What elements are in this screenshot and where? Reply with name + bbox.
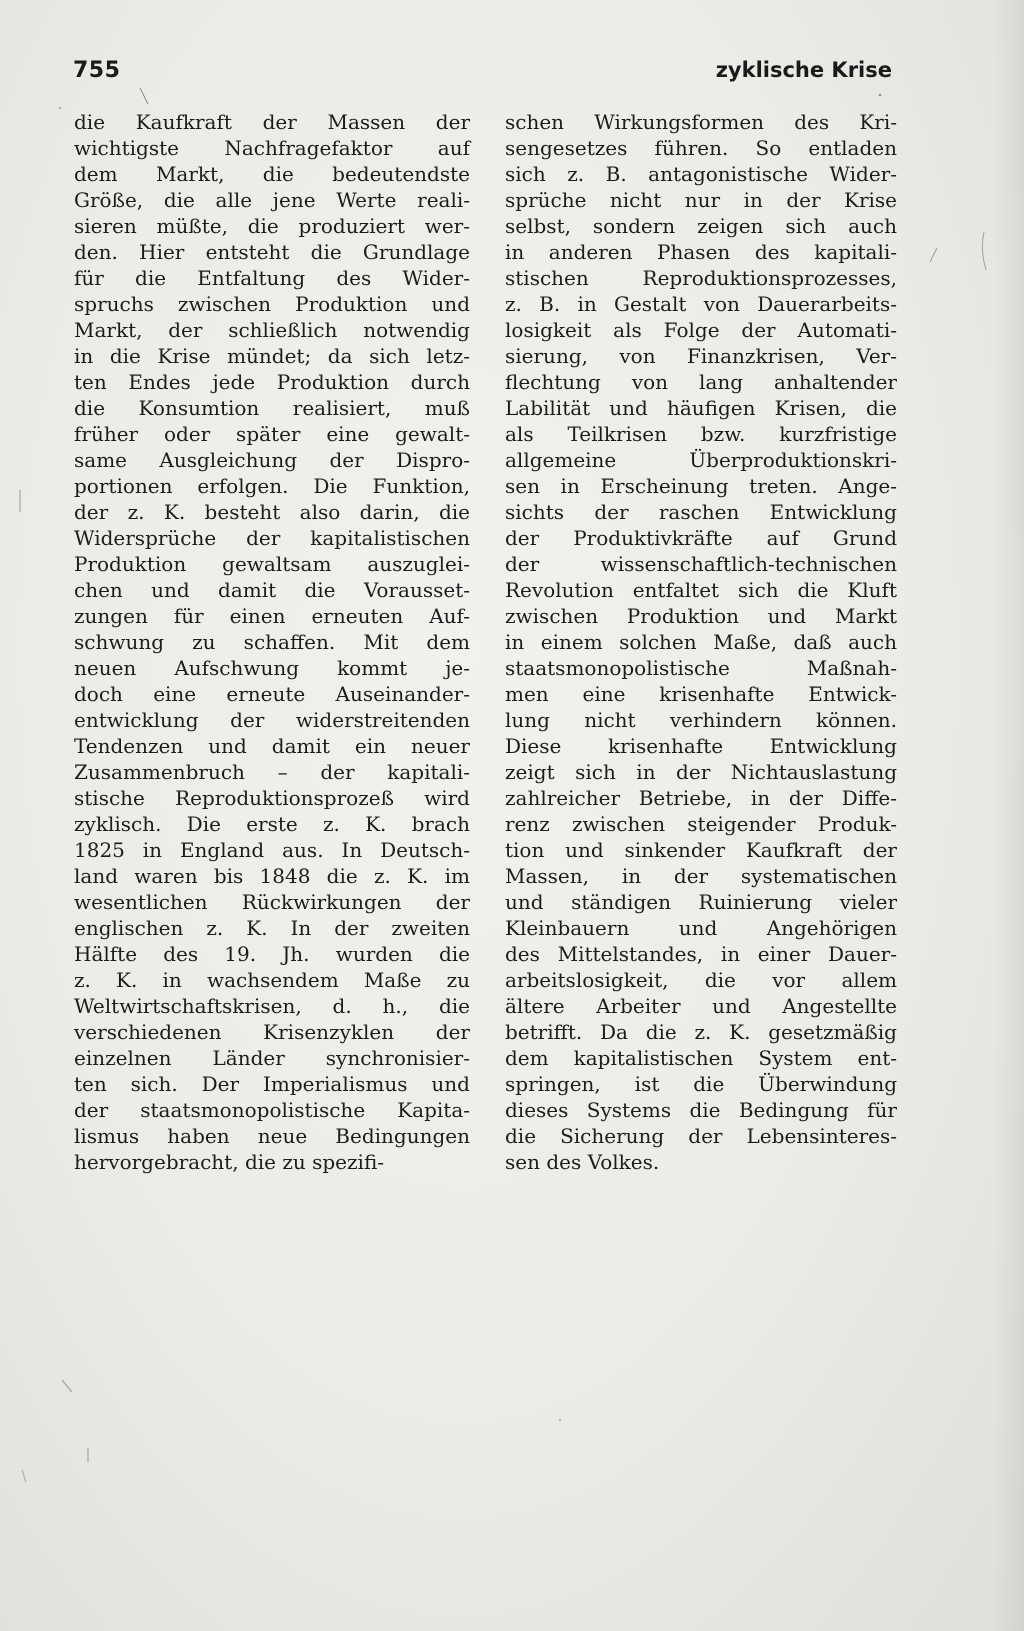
text-line: land waren bis 1848 die z. K. im [74, 864, 470, 888]
text-line: ten sich. Der Imperialismus und [74, 1072, 470, 1096]
text-line: 1825 in England aus. In Deutsch- [74, 838, 470, 862]
text-line: einzelnen Länder synchronisier- [74, 1046, 470, 1070]
text-line: sierung, von Finanzkrisen, Ver- [505, 344, 897, 368]
text-line: die Konsumtion realisiert, muß [74, 396, 470, 420]
text-line: Größe, die alle jene Werte reali- [74, 188, 470, 212]
text-line: Kleinbauern und Angehörigen [505, 916, 897, 940]
text-line: stische Reproduktionsprozeß wird [74, 786, 470, 810]
text-line: und ständigen Ruinierung vieler [505, 890, 897, 914]
text-line: Widersprüche der kapitalistischen [74, 526, 470, 550]
text-line: zyklisch. Die erste z. K. brach [74, 812, 470, 836]
text-line: ältere Arbeiter und Angestellte [505, 994, 897, 1018]
text-line: betrifft. Da die z. K. gesetzmäßig [505, 1020, 897, 1044]
text-line: lung nicht verhindern können. [505, 708, 897, 732]
text-line: hervorgebracht, die zu spezifi- [74, 1150, 385, 1174]
text-line: Produktion gewaltsam auszuglei- [74, 552, 470, 576]
text-line: Massen, in der systematischen [505, 864, 897, 888]
text-line: zahlreicher Betriebe, in der Diffe- [505, 786, 897, 810]
text-line: springen, ist die Überwindung [505, 1072, 897, 1096]
text-line: zeigt sich in der Nichtauslastung [505, 760, 897, 784]
text-line: dieses Systems die Bedingung für [505, 1098, 897, 1122]
text-line: losigkeit als Folge der Automati- [505, 318, 897, 342]
text-line: zwischen Produktion und Markt [505, 604, 897, 628]
text-line: dem Markt, die bedeutendste [74, 162, 470, 186]
text-line: verschiedenen Krisenzyklen der [74, 1020, 470, 1044]
text-line: same Ausgleichung der Dispro- [74, 448, 470, 472]
text-line: wichtigste Nachfragefaktor auf [74, 136, 470, 160]
text-line: Revolution entfaltet sich die Kluft [505, 578, 897, 602]
text-line: chen und damit die Vorausset- [74, 578, 470, 602]
text-line: selbst, sondern zeigen sich auch [505, 214, 897, 238]
text-line: tion und sinkender Kaufkraft der [505, 838, 897, 862]
text-line: ten Endes jede Produktion durch [74, 370, 470, 394]
text-line: schen Wirkungsformen des Kri- [505, 110, 897, 134]
text-line: dem kapitalistischen System ent- [505, 1046, 897, 1070]
text-line: für die Entfaltung des Wider- [74, 266, 470, 290]
text-line: neuen Aufschwung kommt je- [74, 656, 470, 680]
text-line: z. B. in Gestalt von Dauerarbeits- [505, 292, 897, 316]
text-line: Zusammenbruch – der kapitali- [74, 760, 470, 784]
text-line: wesentlichen Rückwirkungen der [74, 890, 470, 914]
text-line: die Sicherung der Lebensinteres- [505, 1124, 897, 1148]
text-line: der staatsmonopolistische Kapita- [74, 1098, 470, 1122]
text-line: staatsmonopolistische Maßnah- [505, 656, 897, 680]
text-line: stischen Reproduktionsprozesses, [505, 266, 897, 290]
text-line: die Kaufkraft der Massen der [74, 110, 470, 134]
text-line: flechtung von lang anhaltender [505, 370, 897, 394]
text-line: englischen z. K. In der zweiten [74, 916, 470, 940]
text-line: portionen erfolgen. Die Funktion, [74, 474, 470, 498]
text-line: der wissenschaftlich-technischen [505, 552, 897, 576]
text-line: in die Krise mündet; da sich letz- [74, 344, 470, 368]
text-line: sieren müßte, die produziert wer- [74, 214, 470, 238]
text-line: men eine krisenhafte Entwick- [505, 682, 897, 706]
text-line: allgemeine Überproduktionskri- [505, 448, 897, 472]
text-line: Labilität und häufigen Krisen, die [505, 396, 897, 420]
text-line: schwung zu schaffen. Mit dem [74, 630, 470, 654]
text-line: sen des Volkes. [505, 1150, 660, 1174]
text-line: als Teilkrisen bzw. kurzfristige [505, 422, 897, 446]
text-line: Weltwirtschaftskrisen, d. h., die [74, 994, 470, 1018]
text-line: des Mittelstandes, in einer Dauer- [505, 942, 897, 966]
running-head: zyklische Krise [715, 58, 892, 82]
text-line: Hälfte des 19. Jh. wurden die [74, 942, 470, 966]
left-column [74, 109, 470, 1175]
text-line: Tendenzen und damit ein neuer [74, 734, 470, 758]
text-line: renz zwischen steigender Produk- [505, 812, 897, 836]
text-line: sengesetzes führen. So entladen [505, 136, 897, 160]
text-line: der z. K. besteht also darin, die [74, 500, 470, 524]
right-column [505, 109, 897, 1175]
text-line: sichts der raschen Entwicklung [505, 500, 897, 524]
page-number: 755 [73, 58, 121, 83]
text-line: sen in Erscheinung treten. Ange- [505, 474, 897, 498]
text-line: lismus haben neue Bedingungen [74, 1124, 470, 1148]
text-line: Markt, der schließlich notwendig [74, 318, 470, 342]
text-line: arbeitslosigkeit, die vor allem [505, 968, 897, 992]
text-line: spruchs zwischen Produktion und [74, 292, 470, 316]
text-line: in einem solchen Maße, daß auch [505, 630, 897, 654]
text-line: der Produktivkräfte auf Grund [505, 526, 897, 550]
text-line: in anderen Phasen des kapitali- [505, 240, 897, 264]
text-line: früher oder später eine gewalt- [74, 422, 470, 446]
text-line: sprüche nicht nur in der Krise [505, 188, 897, 212]
text-line: doch eine erneute Auseinander- [74, 682, 470, 706]
text-line: z. K. in wachsendem Maße zu [74, 968, 470, 992]
text-line: entwicklung der widerstreitenden [74, 708, 470, 732]
text-line: sich z. B. antagonistische Wider- [505, 162, 897, 186]
text-line: Diese krisenhafte Entwicklung [505, 734, 897, 758]
text-line: den. Hier entsteht die Grundlage [74, 240, 470, 264]
text-line: zungen für einen erneuten Auf- [74, 604, 470, 628]
